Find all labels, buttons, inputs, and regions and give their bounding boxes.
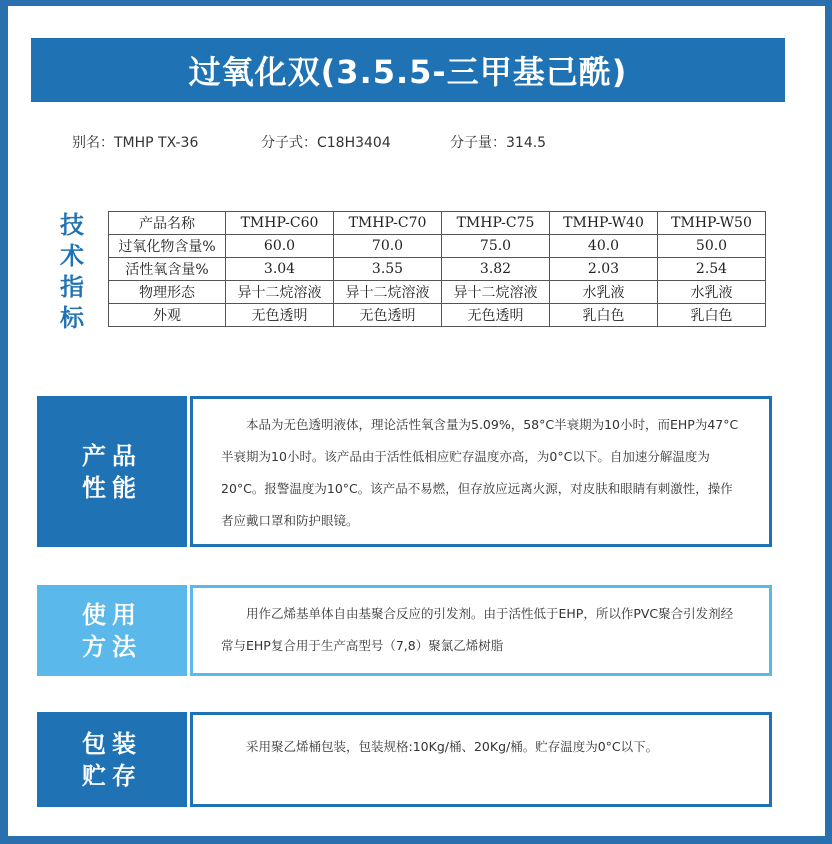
table-header-cell: TMHP-C60 <box>226 212 334 235</box>
table-cell: 无色透明 <box>334 304 442 327</box>
usage-label <box>37 585 187 676</box>
table-cell: 乳白色 <box>658 304 766 327</box>
table-row <box>109 235 766 258</box>
page-title: 过氧化双(3.5.5-三甲基己酰) <box>31 38 785 102</box>
table-cell: 水乳液 <box>658 281 766 304</box>
usage-label-line: 方法 <box>82 632 142 661</box>
table-header-cell: TMHP-W50 <box>658 212 766 235</box>
storage-text: 采用聚乙烯桶包装，包装规格:10Kg/桶、20Kg/桶。贮存温度为0°C以下。 <box>190 712 772 807</box>
table-cell: 物理形态 <box>109 281 226 304</box>
table-cell: 60.0 <box>226 235 334 258</box>
table-cell: 过氧化物含量% <box>109 235 226 258</box>
spec-label-char: 指 <box>60 273 84 301</box>
table-header-cell: TMHP-C75 <box>442 212 550 235</box>
spec-label <box>54 210 90 334</box>
table-cell: 2.54 <box>658 258 766 281</box>
table-header-row <box>109 212 766 235</box>
table-cell: 3.82 <box>442 258 550 281</box>
table-cell: 2.03 <box>550 258 658 281</box>
table-cell: 无色透明 <box>442 304 550 327</box>
table-cell: 水乳液 <box>550 281 658 304</box>
table-cell: 异十二烷溶液 <box>442 281 550 304</box>
table-cell: 乳白色 <box>550 304 658 327</box>
formula-text: 分子式：C18H3404 <box>261 135 391 151</box>
table-cell: 活性氧含量% <box>109 258 226 281</box>
table-cell: 3.04 <box>226 258 334 281</box>
alias-text: 别名：TMHP TX-36 <box>72 135 199 151</box>
table-header-cell: 产品名称 <box>109 212 226 235</box>
spec-label-char: 标 <box>60 304 84 332</box>
spec-label-char: 技 <box>60 211 84 239</box>
table-header-cell: TMHP-C70 <box>334 212 442 235</box>
usage-label-line: 使用 <box>82 600 142 629</box>
table-cell: 异十二烷溶液 <box>334 281 442 304</box>
table-header-cell: TMHP-W40 <box>550 212 658 235</box>
usage-text: 用作乙烯基单体自由基聚合反应的引发剂。由于活性低于EHP，所以作PVC聚合引发剂经常与EHP复合用于生产高型号（7,8）聚氯乙烯树脂 <box>190 585 772 676</box>
spec-table <box>108 211 766 327</box>
table-row <box>109 281 766 304</box>
storage-label-line: 包装 <box>82 729 142 758</box>
table-row <box>109 304 766 327</box>
table-cell: 外观 <box>109 304 226 327</box>
performance-label-line: 性能 <box>82 473 142 502</box>
performance-label-line: 产品 <box>82 441 142 470</box>
table-row <box>109 258 766 281</box>
table-cell: 3.55 <box>334 258 442 281</box>
table-cell: 无色透明 <box>226 304 334 327</box>
performance-label <box>37 396 187 547</box>
table-cell: 70.0 <box>334 235 442 258</box>
table-cell: 50.0 <box>658 235 766 258</box>
table-cell: 40.0 <box>550 235 658 258</box>
spec-label-char: 术 <box>60 242 84 270</box>
storage-label <box>37 712 187 807</box>
weight-text: 分子量：314.5 <box>450 135 547 151</box>
table-cell: 75.0 <box>442 235 550 258</box>
performance-text: 本品为无色透明液体，理论活性氧含量为5.09%，58°C半衰期为10小时，而EHP为47°C半衰期为10小时。该产品由于活性低相应贮存温度亦高，为0°C以下。自加速分解温度为20°C。报警温度为10°C。该产品不易燃，但存放应远离火源，对皮肤和眼睛有刺激性，操作者应戴口罩和防护眼镜。 <box>190 396 772 547</box>
table-cell: 异十二烷溶液 <box>226 281 334 304</box>
storage-label-line: 贮存 <box>82 761 142 790</box>
